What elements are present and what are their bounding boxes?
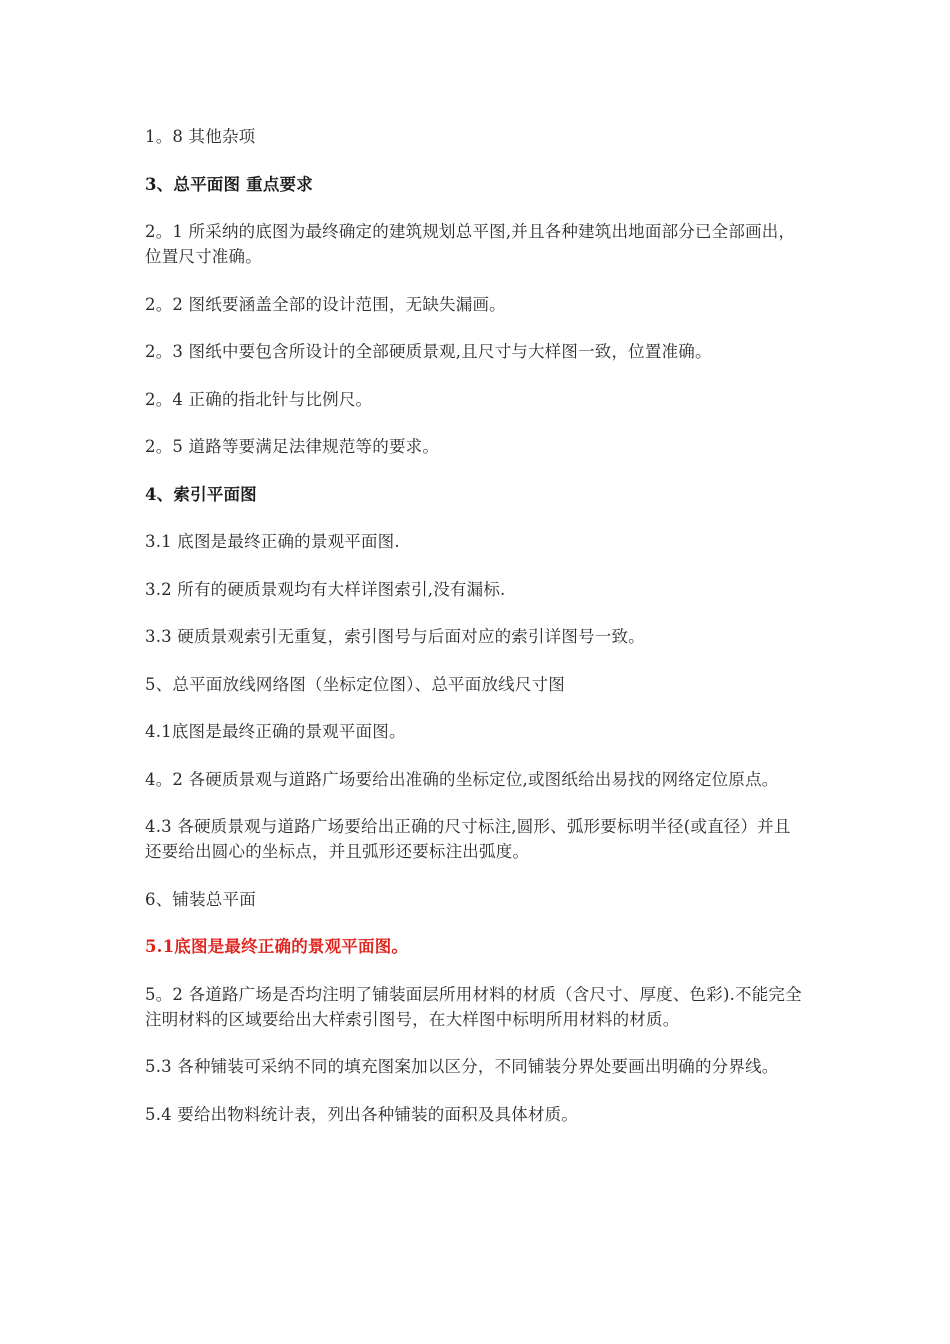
document-body [145,124,805,1149]
paragraph-4-3: 4.3 各硬质景观与道路广场要给出正确的尺寸标注,圆形、弧形要标明半径(或直径）并且还要给出圆心的坐标点，并且弧形还要标注出弧度。 [145,817,791,861]
paragraph-2-4: 2。4 正确的指北针与比例尺。 [145,389,373,409]
paragraph-2-2: 2。2 图纸要涵盖全部的设计范围，无缺失漏画。 [145,294,506,314]
paragraph-2-5: 2。5 道路等要满足法律规范等的要求。 [145,437,440,456]
section-heading-4-index-plan: 4、索引平面图 [145,484,257,504]
paragraph-4-1: 4.1底图是最终正确的景观平面图。 [145,722,406,741]
paragraph-3-2: 3.2 所有的硬质景观均有大样详图索引,没有漏标. [145,579,506,599]
paragraph-5-3: 5.3 各种铺装可采纳不同的填充图案加以区分，不同铺装分界处要画出明确的分界线。 [145,1057,779,1076]
paragraph-4-2: 4。2 各硬质景观与道路广场要给出准确的坐标定位,或图纸给出易找的网络定位原点。 [145,769,779,789]
paragraph-2-3: 2。3 图纸中要包含所设计的全部硬质景观,且尺寸与大样图一致，位置准确。 [145,342,712,361]
section-heading-5-layout-grid: 5、总平面放线网络图（坐标定位图）、总平面放线尺寸图 [145,674,565,694]
paragraph-5-2: 5。2 各道路广场是否均注明了铺装面层所用材料的材质（含尺寸、厚度、色彩).不能完全注明材料的区域要给出大样索引图号，在大样图中标明所用材料的材质。 [145,984,802,1029]
paragraph-5-4: 5.4 要给出物料统计表，列出各种铺装的面积及具体材质。 [145,1104,579,1124]
paragraph-3-3: 3.3 硬质景观索引无重复，索引图号与后面对应的索引详图号一致。 [145,627,645,646]
section-heading-6-paving-plan: 6、铺装总平面 [145,889,256,909]
section-heading-3-site-plan: 3、总平面图 重点要求 [145,174,313,194]
paragraph-2-1: 2。1 所采纳的底图为最终确定的建筑规划总平图,并且各种建筑出地面部分已全部画出，位置尺寸准确。 [145,222,796,266]
paragraph-3-1: 3.1 底图是最终正确的景观平面图. [145,532,400,551]
paragraph-5-1-highlighted: 5.1底图是最终正确的景观平面图。 [145,937,409,956]
paragraph-1-8-misc: 1。8 其他杂项 [145,127,256,146]
